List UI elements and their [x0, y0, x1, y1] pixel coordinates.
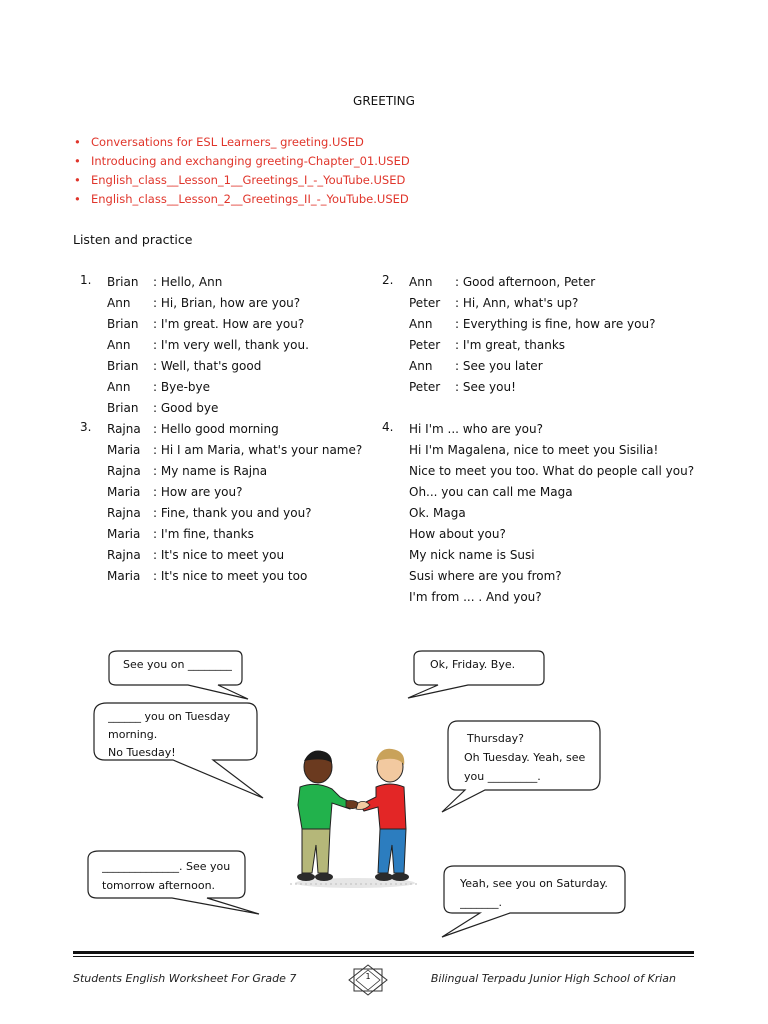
dialog-number: 1.: [80, 273, 92, 287]
speaker: Peter: [409, 296, 441, 310]
bubble-line: morning.: [108, 728, 158, 741]
bubble-text: [460, 874, 624, 912]
bubble-line: ______________. See you: [102, 860, 231, 873]
dialog-line: : I'm great. How are you?: [153, 317, 305, 331]
footer-right-text: Bilingual Terpadu Junior High School of Krian: [430, 972, 676, 985]
bubble-line: tomorrow afternoon.: [102, 879, 216, 892]
dialog-line: My nick name is Susi: [409, 548, 535, 562]
dialog-number: 4.: [382, 420, 394, 434]
dialog-line: : Good afternoon, Peter: [455, 275, 596, 289]
speaker: Maria: [107, 527, 141, 541]
dialog-line: : Hi, Ann, what's up?: [455, 296, 579, 310]
dialog-line: : Good bye: [153, 401, 219, 415]
dialog-line: : See you later: [455, 359, 543, 373]
dialog-line: Nice to meet you too. What do people call you?: [409, 464, 695, 478]
speech-bubble-4: [440, 720, 605, 815]
bubble-line: _______.: [460, 896, 502, 909]
dialog-line: : It's nice to meet you too: [153, 569, 308, 583]
bubble-line: ______ you on Tuesday: [108, 710, 231, 723]
resource-link[interactable]: • English_class__Lesson_2__Greetings_II_-_YouTube.USED: [73, 191, 410, 210]
bubble-line: you _________.: [464, 770, 541, 783]
section-heading: Listen and practice: [73, 232, 193, 247]
dialog-line: Hi I'm ... who are you?: [409, 422, 543, 436]
dialog-line: : See you!: [455, 380, 516, 394]
dialog-line: : I'm great, thanks: [455, 338, 566, 352]
speech-bubble-6: [440, 865, 630, 940]
bubble-text: See you on ________: [123, 658, 232, 671]
dialog-line: How about you?: [409, 527, 506, 541]
speaker: Ann: [107, 296, 131, 310]
dialog-line: : My name is Rajna: [153, 464, 268, 478]
dialog-line: I'm from ... . And you?: [409, 590, 542, 604]
dialog-number: 2.: [382, 273, 394, 287]
bubble-text: [108, 708, 254, 758]
speaker: Brian: [107, 317, 139, 331]
speech-bubble-2: [408, 650, 548, 700]
bubble-line: Thursday?: [467, 732, 524, 745]
speaker: Ann: [107, 338, 131, 352]
footer-left-text: Students English Worksheet For Grade 7: [73, 972, 297, 985]
dialog-number: 3.: [80, 420, 92, 434]
speaker: Rajna: [107, 506, 141, 520]
bubble-text: Ok, Friday. Bye.: [430, 658, 516, 671]
dialog-line: Hi I'm Magalena, nice to meet you Sisilia!: [409, 443, 659, 457]
bubble-line: Oh Tuesday. Yeah, see: [464, 751, 586, 764]
speaker: Ann: [107, 380, 131, 394]
speaker: Peter: [409, 380, 441, 394]
dialog-line: Susi where are you from?: [409, 569, 562, 583]
bubble-line: No Tuesday!: [108, 746, 176, 758]
resource-link[interactable]: • Introducing and exchanging greeting-Chapter_01.USED: [73, 153, 410, 172]
speaker: Maria: [107, 485, 141, 499]
dialog-line: : I'm fine, thanks: [153, 527, 254, 541]
speaker: Rajna: [107, 464, 141, 478]
dialog-line: : Hi, Brian, how are you?: [153, 296, 301, 310]
dialog-line: : Hi I am Maria, what's your name?: [153, 443, 363, 457]
speaker: Brian: [107, 401, 139, 415]
bubble-line: Yeah, see you on Saturday.: [460, 877, 608, 890]
dialog-line: : I'm very well, thank you.: [153, 338, 309, 352]
speaker: Peter: [409, 338, 441, 352]
speaker: Ann: [409, 317, 433, 331]
speaker: Ann: [409, 359, 433, 373]
dialog-line: : Well, that's good: [153, 359, 262, 373]
page-number: 1: [365, 972, 371, 981]
speaker: Maria: [107, 569, 141, 583]
dialog-line: Ok. Maga: [409, 506, 466, 520]
speaker: Brian: [107, 359, 139, 373]
speaker: Rajna: [107, 422, 141, 436]
bubble-text: [464, 729, 598, 786]
footer-rule: [73, 956, 694, 957]
resource-link[interactable]: • Conversations for ESL Learners_ greeting.USED: [73, 134, 410, 153]
speaker: Maria: [107, 443, 141, 457]
speaker: Rajna: [107, 548, 141, 562]
dialog-line: : Fine, thank you and you?: [153, 506, 312, 520]
dialog-line: : Hello, Ann: [153, 275, 223, 289]
dialog-line: : Everything is fine, how are you?: [455, 317, 656, 331]
dialog-line: : Bye-bye: [153, 380, 211, 394]
handshake-illustration: [280, 745, 430, 890]
dialog-line: : Hello good morning: [153, 422, 279, 436]
page-title: GREETING: [353, 94, 415, 108]
speech-bubble-1: [108, 650, 248, 700]
resource-link[interactable]: • English_class__Lesson_1__Greetings_I_-_YouTube.USED: [73, 172, 410, 191]
bubble-text: [102, 857, 245, 895]
dialog-line: : It's nice to meet you: [153, 548, 285, 562]
speaker: Brian: [107, 275, 139, 289]
resource-list: [73, 134, 410, 210]
dialog-line: : How are you?: [153, 485, 243, 499]
speech-bubble-5: [87, 850, 262, 920]
dialog-line: Oh... you can call me Maga: [409, 485, 573, 499]
speaker: Ann: [409, 275, 433, 289]
speech-bubble-3: [93, 702, 268, 802]
footer-rule: [73, 951, 694, 954]
